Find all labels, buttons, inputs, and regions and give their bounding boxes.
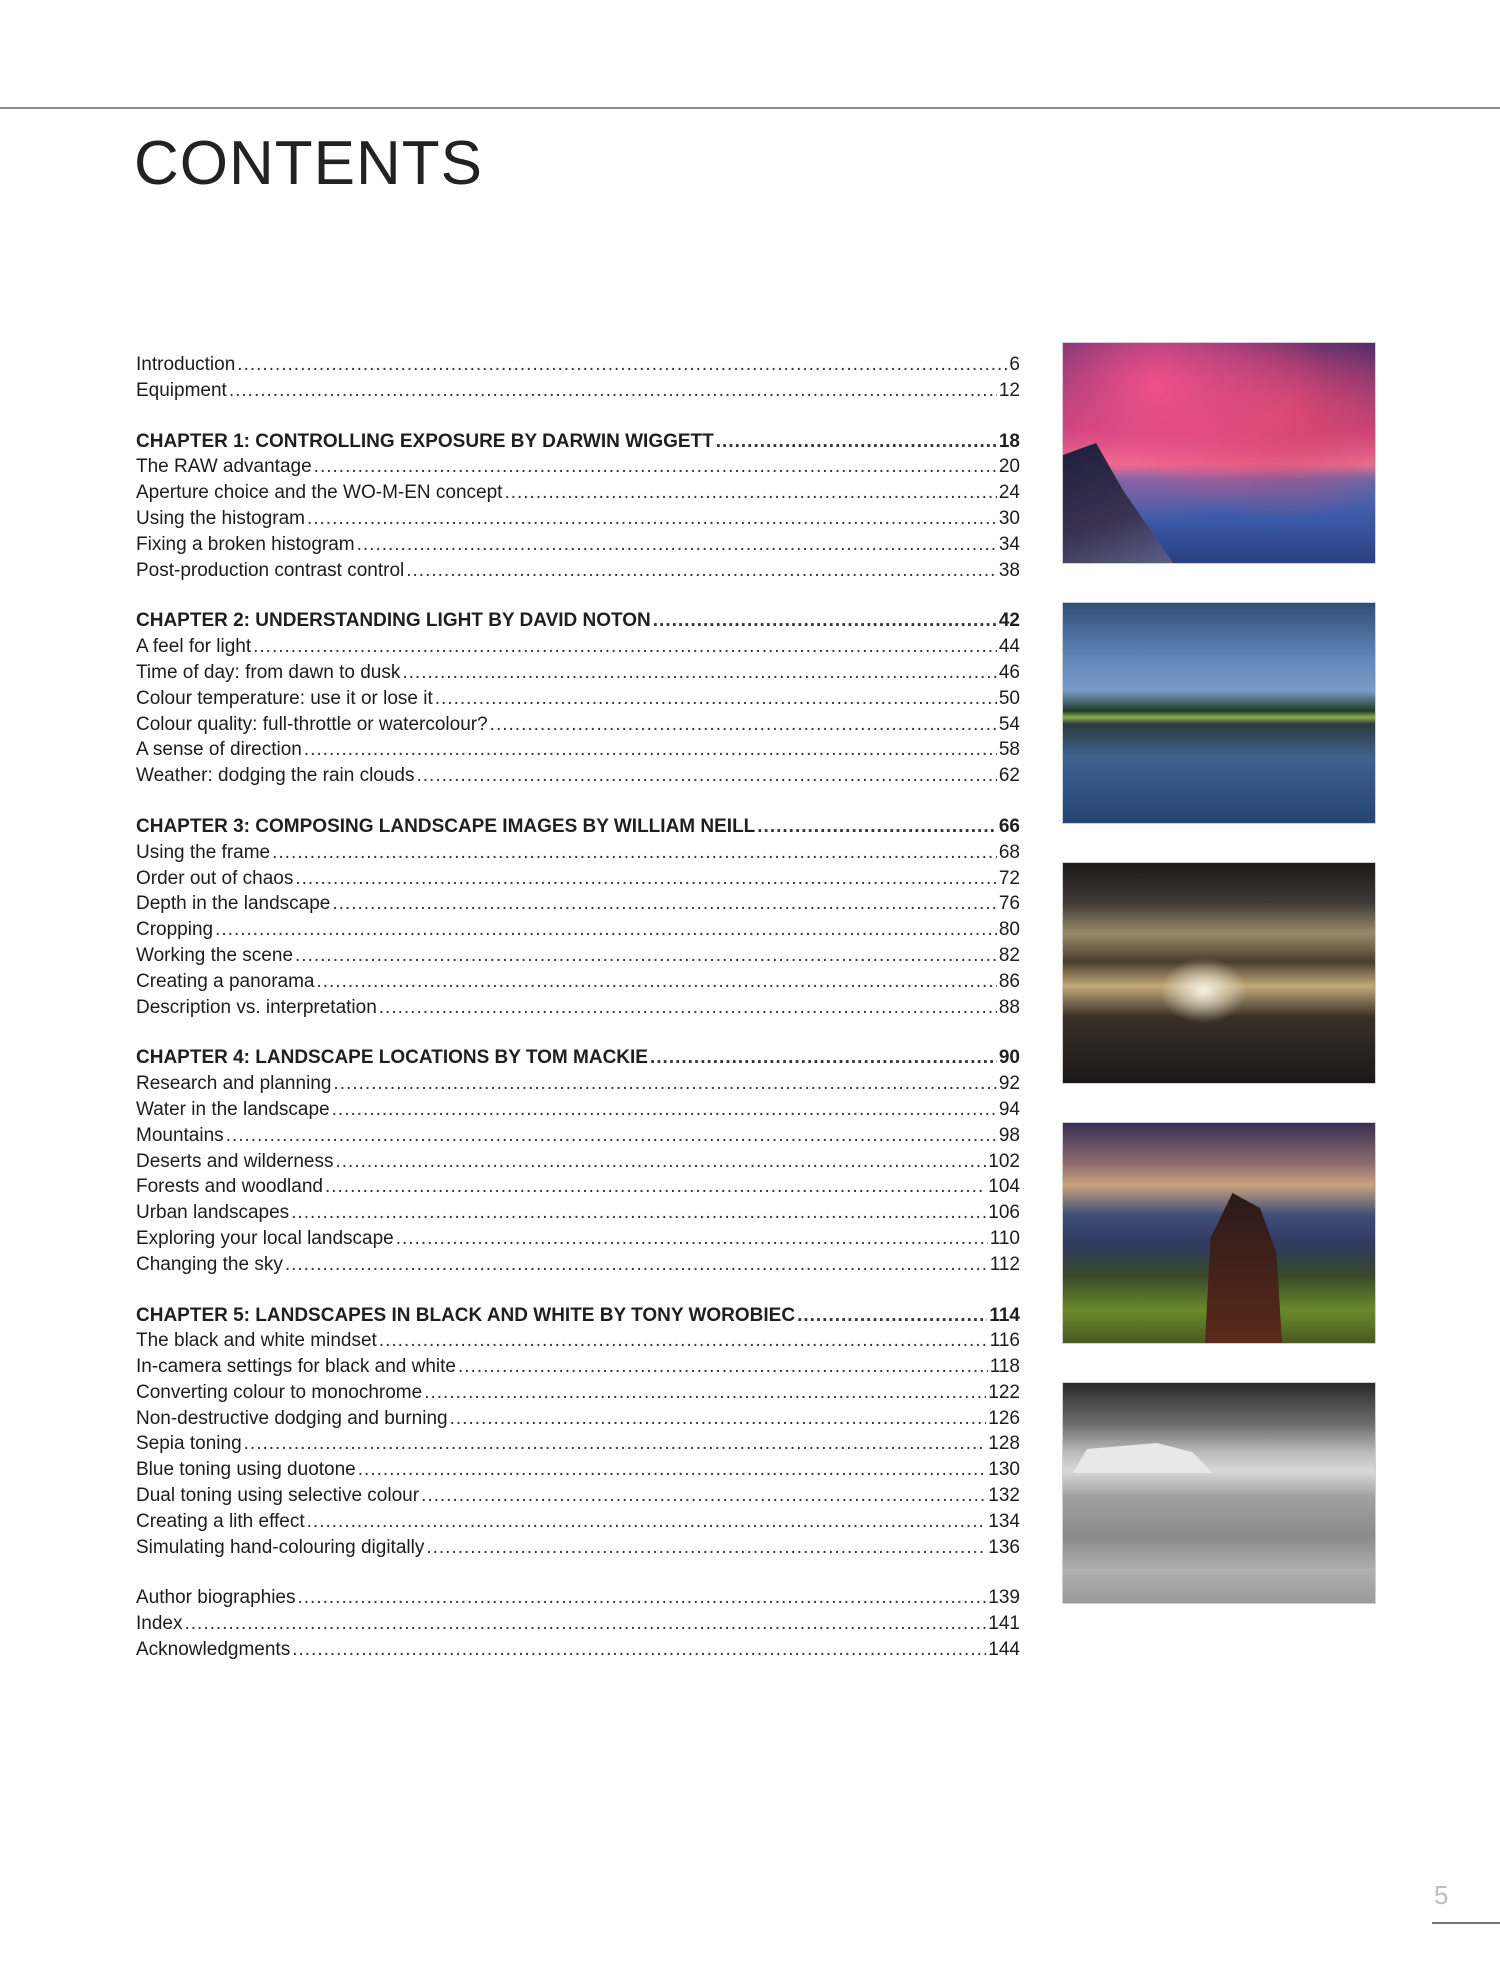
toc-entry-label: Fixing a broken histogram <box>136 533 355 555</box>
toc-entry-label: The black and white mindset <box>136 1330 377 1352</box>
toc-section <box>136 1045 1020 1277</box>
toc-entry-page: 20 <box>998 456 1020 478</box>
toc-entry-page: 112 <box>989 1253 1020 1275</box>
toc-entry-label: Working the scene <box>136 944 294 966</box>
dot-leader <box>396 1226 988 1252</box>
toc-entry-label: Description vs. interpretation <box>136 996 377 1018</box>
toc-entry-label: Depth in the landscape <box>136 893 331 915</box>
toc-entry-label: Sepia toning <box>136 1433 242 1455</box>
toc-entry <box>136 1149 1020 1175</box>
toc-entry-page: 58 <box>998 739 1020 761</box>
toc-entry-page: 122 <box>988 1381 1020 1403</box>
dot-leader <box>272 840 997 866</box>
toc-entry-label: CHAPTER 1: CONTROLLING EXPOSURE BY DARWIN WIGGETT <box>136 430 714 452</box>
toc-entry <box>136 1123 1020 1149</box>
toc-entry-page: 136 <box>988 1536 1020 1558</box>
toc-entry <box>136 1354 1020 1380</box>
toc-entry-page: 134 <box>988 1510 1020 1532</box>
dot-leader <box>332 891 996 917</box>
toc-entry-page: 66 <box>998 815 1020 837</box>
toc-entry-label: Order out of chaos <box>136 867 294 889</box>
toc-entry-label: Weather: dodging the rain clouds <box>136 765 415 787</box>
toc-entry-label: Cropping <box>136 919 214 941</box>
toc-entry-page: 128 <box>988 1433 1020 1455</box>
toc-entry <box>136 1071 1020 1097</box>
toc-entry <box>136 480 1020 506</box>
toc-entry-label: CHAPTER 4: LANDSCAPE LOCATIONS BY TOM MACKIE <box>136 1047 648 1069</box>
toc-entry-label: CHAPTER 2: UNDERSTANDING LIGHT BY DAVID NOTON <box>136 610 651 632</box>
dot-leader <box>292 1637 986 1663</box>
toc-entry <box>136 506 1020 532</box>
dot-leader <box>357 532 997 558</box>
toc-entry-page: 24 <box>998 482 1020 504</box>
toc-entry-page: 118 <box>989 1356 1020 1378</box>
dot-leader <box>417 763 997 789</box>
toc-entry-label: Research and planning <box>136 1073 332 1095</box>
dot-leader <box>229 378 997 404</box>
toc-entry-page: 76 <box>998 893 1020 915</box>
toc-entry <box>136 1431 1020 1457</box>
toc-entry <box>136 1252 1020 1278</box>
toc-entry-page: 6 <box>1009 354 1020 375</box>
toc-entry-label: Creating a lith effect <box>136 1510 305 1532</box>
toc-entry-page: 44 <box>998 636 1020 658</box>
toc-entry-page: 54 <box>998 713 1020 735</box>
toc-entry-label: Dual toning using selective colour <box>136 1485 420 1507</box>
page-number: 5 <box>1434 1880 1449 1910</box>
dot-leader <box>358 1457 987 1483</box>
toc-entry-page: 30 <box>998 507 1020 529</box>
toc-entry <box>136 1637 1020 1663</box>
toc-entry-label: Deserts and wilderness <box>136 1150 334 1172</box>
toc-entry-label: A sense of direction <box>136 739 302 761</box>
toc-entry-label: Blue toning using duotone <box>136 1459 356 1481</box>
toc-entry-page: 92 <box>998 1073 1020 1095</box>
toc-entry-page: 116 <box>989 1330 1020 1352</box>
toc-entry-label: Author biographies <box>136 1587 296 1609</box>
toc-entry-page: 126 <box>988 1407 1020 1429</box>
toc-entry <box>136 1611 1020 1637</box>
toc-entry-label: Changing the sky <box>136 1253 283 1275</box>
dot-leader <box>307 1509 987 1535</box>
toc-entry <box>136 995 1020 1021</box>
toc-section <box>136 429 1020 584</box>
toc-entry-page: 90 <box>998 1047 1020 1069</box>
sunset-coast-photo <box>1062 342 1376 564</box>
dot-leader <box>244 1431 987 1457</box>
dot-leader <box>333 1071 996 1097</box>
dot-leader <box>237 352 1007 378</box>
toc-entry-label: Post-production contrast control <box>136 559 405 581</box>
dot-leader <box>490 712 997 738</box>
toc-entry <box>136 532 1020 558</box>
toc-entry-page: 130 <box>988 1459 1020 1481</box>
toc-entry-label: Introduction <box>136 354 236 375</box>
toc-chapter-heading <box>136 1045 1020 1071</box>
toc-entry-label: Converting colour to monochrome <box>136 1381 423 1403</box>
toc-entry-label: CHAPTER 3: COMPOSING LANDSCAPE IMAGES BY WILLIAM NEILL <box>136 815 756 837</box>
toc-entry <box>136 712 1020 738</box>
toc-section <box>136 1585 1020 1662</box>
dot-leader <box>184 1611 986 1637</box>
toc-entry-page: 144 <box>988 1639 1020 1661</box>
dot-leader <box>295 866 996 892</box>
toc-entry-label: Creating a panorama <box>136 970 315 992</box>
toc-entry <box>136 1457 1020 1483</box>
toc-entry <box>136 1380 1020 1406</box>
toc-entry-page: 68 <box>998 841 1020 863</box>
dot-leader <box>332 1097 997 1123</box>
dot-leader <box>426 1535 986 1561</box>
toc-entry-label: Index <box>136 1613 183 1635</box>
toc-entry-page: 82 <box>998 944 1020 966</box>
toc-section <box>136 352 1020 404</box>
toc-entry <box>136 917 1020 943</box>
moonlit-clouds-photo <box>1062 862 1376 1084</box>
toc-entry-page: 62 <box>998 765 1020 787</box>
dot-leader <box>379 995 997 1021</box>
page-title: CONTENTS <box>134 129 483 198</box>
toc-entry-label: Non-destructive dodging and burning <box>136 1407 448 1429</box>
toc-entry <box>136 1406 1020 1432</box>
toc-entry-label: Acknowledgments <box>136 1639 291 1661</box>
toc-entry <box>136 378 1020 404</box>
toc-chapter-heading <box>136 429 1020 455</box>
toc-entry-page: 12 <box>998 379 1020 401</box>
dot-leader <box>379 1328 988 1354</box>
toc-entry-label: Equipment <box>136 379 227 401</box>
toc-entry-label: Using the frame <box>136 841 271 863</box>
toc-entry-label: Colour temperature: use it or lose it <box>136 687 433 709</box>
toc-chapter-heading <box>136 1303 1020 1329</box>
toc-entry-label: Colour quality: full-throttle or watercolour? <box>136 713 488 735</box>
toc-entry-page: 80 <box>998 919 1020 941</box>
toc-entry-page: 42 <box>998 610 1020 632</box>
dot-leader <box>504 480 996 506</box>
toc-entry-label: Exploring your local landscape <box>136 1227 394 1249</box>
toc-entry <box>136 1097 1020 1123</box>
footer-rule <box>1432 1922 1500 1924</box>
toc-entry-label: Aperture choice and the WO-M-EN concept <box>136 482 503 504</box>
dot-leader <box>458 1354 988 1380</box>
dot-leader <box>650 1045 997 1071</box>
dot-leader <box>716 429 997 455</box>
dot-leader <box>285 1252 988 1278</box>
toc-entry-page: 72 <box>998 867 1020 889</box>
toc-entry <box>136 352 1020 378</box>
toc-entry-page: 38 <box>998 559 1020 581</box>
toc-entry-label: In-camera settings for black and white <box>136 1356 456 1378</box>
dot-leader <box>304 737 997 763</box>
toc-entry-page: 102 <box>988 1150 1020 1172</box>
black-and-white-horse-photo <box>1062 1382 1376 1604</box>
toc-entry-page: 50 <box>998 687 1020 709</box>
toc-entry-page: 18 <box>998 430 1020 452</box>
rock-pinnacles-photo <box>1062 1122 1376 1344</box>
toc-entry <box>136 1328 1020 1354</box>
toc-entry-page: 132 <box>988 1485 1020 1507</box>
top-rule <box>0 107 1500 109</box>
dot-leader <box>307 506 997 532</box>
toc-entry <box>136 1535 1020 1561</box>
toc-entry <box>136 943 1020 969</box>
toc-entry-label: A feel for light <box>136 636 252 658</box>
dot-leader <box>797 1303 987 1329</box>
toc-entry <box>136 866 1020 892</box>
toc-entry-page: 94 <box>998 1098 1020 1120</box>
toc-entry <box>136 737 1020 763</box>
dot-leader <box>335 1149 986 1175</box>
toc-entry <box>136 891 1020 917</box>
dot-leader <box>215 917 997 943</box>
toc-entry-page: 34 <box>998 533 1020 555</box>
dot-leader <box>226 1123 997 1149</box>
toc-entry <box>136 763 1020 789</box>
dot-leader <box>298 1585 987 1611</box>
dot-leader <box>421 1483 986 1509</box>
lake-reflection-photo <box>1062 602 1376 824</box>
toc-entry-label: Simulating hand-colouring digitally <box>136 1536 425 1558</box>
toc-entry-page: 88 <box>998 996 1020 1018</box>
dot-leader <box>402 660 997 686</box>
toc-entry-page: 141 <box>988 1613 1020 1635</box>
dot-leader <box>314 454 997 480</box>
toc-entry-label: Forests and woodland <box>136 1176 323 1198</box>
toc-entry-label: Using the histogram <box>136 507 305 529</box>
toc-entry-label: Time of day: from dawn to dusk <box>136 661 401 683</box>
toc-entry <box>136 558 1020 584</box>
toc-entry-page: 46 <box>998 661 1020 683</box>
toc-entry <box>136 840 1020 866</box>
dot-leader <box>757 814 997 840</box>
toc-entry <box>136 1509 1020 1535</box>
toc-entry-page: 110 <box>989 1227 1020 1249</box>
toc-entry-page: 114 <box>989 1304 1020 1326</box>
toc-entry <box>136 454 1020 480</box>
toc-entry-label: Water in the landscape <box>136 1098 330 1120</box>
toc-section <box>136 608 1020 789</box>
toc-entry-page: 86 <box>998 970 1020 992</box>
dot-leader <box>653 608 997 634</box>
dot-leader <box>424 1380 986 1406</box>
toc-entry-page: 104 <box>988 1176 1020 1198</box>
toc-entry-page: 139 <box>988 1587 1020 1609</box>
toc-section <box>136 814 1020 1020</box>
toc-entry <box>136 660 1020 686</box>
toc-entry-label: Mountains <box>136 1124 224 1146</box>
toc-entry <box>136 1174 1020 1200</box>
toc-chapter-heading <box>136 608 1020 634</box>
table-of-contents <box>136 352 1020 1688</box>
toc-entry <box>136 686 1020 712</box>
toc-chapter-heading <box>136 814 1020 840</box>
dot-leader <box>406 558 997 584</box>
dot-leader <box>325 1174 986 1200</box>
toc-entry <box>136 1483 1020 1509</box>
toc-entry-label: The RAW advantage <box>136 456 312 478</box>
toc-entry <box>136 1200 1020 1226</box>
toc-entry <box>136 634 1020 660</box>
dot-leader <box>317 969 997 995</box>
toc-entry <box>136 1585 1020 1611</box>
toc-entry-page: 106 <box>988 1202 1020 1224</box>
dot-leader <box>295 943 997 969</box>
toc-entry-label: Urban landscapes <box>136 1202 290 1224</box>
dot-leader <box>253 634 997 660</box>
toc-entry-label: CHAPTER 5: LANDSCAPES IN BLACK AND WHITE BY TONY WOROBIEC <box>136 1304 796 1326</box>
dot-leader <box>291 1200 986 1226</box>
dot-leader <box>435 686 997 712</box>
toc-section <box>136 1303 1020 1561</box>
dot-leader <box>450 1406 987 1432</box>
toc-entry-page: 98 <box>998 1124 1020 1146</box>
toc-entry <box>136 1226 1020 1252</box>
toc-entry <box>136 969 1020 995</box>
